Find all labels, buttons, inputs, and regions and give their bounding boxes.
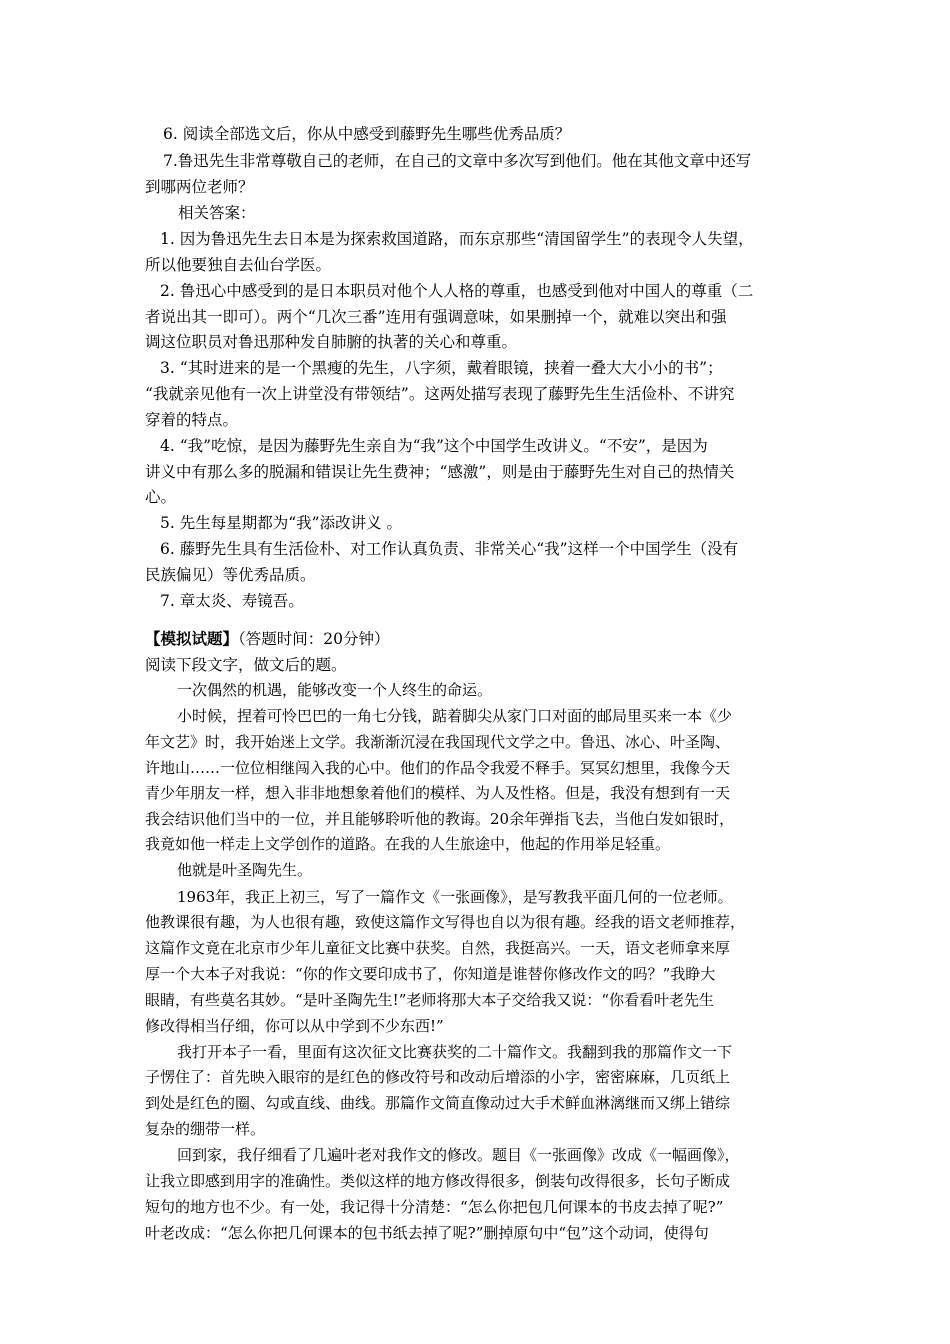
answer-3-cont2: 穿着的特点。 xyxy=(145,411,239,429)
passage-line: 一次偶然的机遇，能够改变一个人终生的命运。 xyxy=(177,681,493,699)
question-6: 6. 阅读全部选文后，你从中感受到藤野先生哪些优秀品质？ xyxy=(163,125,571,143)
answer-2-cont2: 调这位职员对鲁迅那种发自肺腑的执著的关心和尊重。 xyxy=(145,333,518,351)
mock-test-title: 【模拟试题】 xyxy=(145,629,239,648)
passage-line: 1963年，我正上初三，写了一篇作文《一张画像》，是写教我平面几何的一位老师。 xyxy=(177,888,733,906)
answer-3-cont: “我就亲见他有一次上讲堂没有带领结”。这两处描写表现了藤野先生生活俭朴、不讲究 xyxy=(145,385,735,403)
passage-line: 叶老改成：“怎么你把几何课本的包书纸去掉了呢?”删掉原句中“包”这个动词，使得句 xyxy=(145,1224,709,1242)
passage-line: 短句的地方也不少。有一处，我记得十分清楚：“怎么你把包几何课本的书皮去掉了呢?” xyxy=(145,1198,724,1216)
passage-line: 到处是红色的圈、勾或直线、曲线。那篇作文简直像动过大手术鲜血淋漓继而又绑上错综 xyxy=(145,1094,731,1112)
passage-line: 复杂的绷带一样。 xyxy=(145,1120,266,1138)
passage-line: 我竟如他一样走上文学创作的道路。在我的人生旅途中，他起的作用举足轻重。 xyxy=(145,835,671,853)
passage-line: 小时候，捏着可怜巴巴的一角七分钱，踮着脚尖从家门口对面的邮局里买来一本《少 xyxy=(177,707,733,725)
question-7: 7.鲁迅先生非常尊敬自己的老师，在自己的文章中多次写到他们。他在其他文章中还写 xyxy=(163,152,752,170)
passage-line: 我打开本子一看，里面有这次征文比赛获奖的二十篇作文。我翻到我的那篇作文一下 xyxy=(177,1043,733,1061)
passage-line: 青少年朋友一样，想入非非地想象着他们的模样、为人及性格。但是，我没有想到有一天 xyxy=(145,784,731,802)
answer-4-cont2: 心。 xyxy=(145,488,177,506)
passage-line: 年文艺》时，我开始迷上文学。我渐渐沉浸在我国现代文学之中。鲁迅、冰心、叶圣陶、 xyxy=(145,733,731,751)
passage-line: 修改得相当仔细，你可以从中学到不少东西!” xyxy=(145,1017,444,1035)
instruction: 阅读下段文字，做文后的题。 xyxy=(145,656,347,674)
passage-line: 这篇作文竟在北京市少年儿童征文比赛中获奖。自然，我挺高兴。一天，语文老师拿来厚 xyxy=(145,939,731,957)
passage-line: 让我立即感到用字的准确性。类似这样的地方修改得很多，倒装句改得很多，长句子断成 xyxy=(145,1172,731,1190)
passage-line: 子愣住了：首先映入眼帘的是红色的修改符号和改动后增添的小字，密密麻麻，几页纸上 xyxy=(145,1068,731,1086)
passage-line: 许地山……一位位相继闯入我的心中。他们的作品令我爱不释手。冥冥幻想里，我像今天 xyxy=(145,759,731,777)
answer-4-cont: 讲义中有那么多的脱漏和错误让先生费神；“感激”，则是由于藤野先生对自己的热情关 xyxy=(145,463,735,481)
question-7-cont: 到哪两位老师？ xyxy=(145,178,254,196)
answers-heading: 相关答案： xyxy=(178,204,256,222)
answer-2-cont: 者说出其一即可）。两个“几次三番”连用有强调意味，如果删掉一个，就难以突出和强 xyxy=(145,308,727,326)
passage-line: 我会结识他们当中的一位，并且能够聆听他的教诲。20余年弹指飞去，当他白发如银时， xyxy=(145,810,735,828)
answer-3: 3. “其时进来的是一个黑瘦的先生，八字须，戴着眼镜，挟着一叠大大小小的书”； xyxy=(160,359,723,377)
passage-line: 他教课很有趣，为人也很有趣，致使这篇作文写得也自以为很有趣。经我的语文老师推荐， xyxy=(145,913,746,931)
answer-1-cont: 所以他要独自去仙台学医。 xyxy=(145,256,332,274)
passage-line: 他就是叶圣陶先生。 xyxy=(177,861,313,879)
answer-1: 1. 因为鲁迅先生去日本是为探索救国道路，而东京那些“清国留学生”的表现令人失望， xyxy=(160,230,754,248)
answer-4: 4. “我”吃惊，是因为藤野先生亲自为“我”这个中国学生改讲义。“不安”，是因为 xyxy=(160,437,708,455)
answer-6-cont: 民族偏见）等优秀品质。 xyxy=(145,566,316,584)
answer-7: 7. 章太炎、寿镜吾。 xyxy=(160,592,304,610)
passage-line: 回到家，我仔细看了几遍叶老对我作文的修改。题目《一张画像》改成《一幅画像》， xyxy=(177,1146,740,1164)
passage-line: 眼睛，有些莫名其妙。“是叶圣陶先生!”老师将那大本子交给我又说：“你看看叶老先生 xyxy=(145,991,715,1009)
passage-line: 厚一个大本子对我说：“你的作文要印成书了，你知道是谁替你修改作文的吗？”我睁大 xyxy=(145,965,716,983)
answer-2: 2. 鲁迅心中感受到的是日本职员对他个人人格的尊重，也感受到他对中国人的尊重（二 xyxy=(160,282,754,300)
mock-test-time: （答题时间：20分钟） xyxy=(238,630,390,648)
mock-test-heading xyxy=(145,629,390,649)
answer-6: 6. 藤野先生具有生活俭朴、对工作认真负责、非常关心“我”这样一个中国学生（没有 xyxy=(160,540,739,558)
answer-5: 5. 先生每星期都为“我”添改讲义 。 xyxy=(160,514,402,532)
